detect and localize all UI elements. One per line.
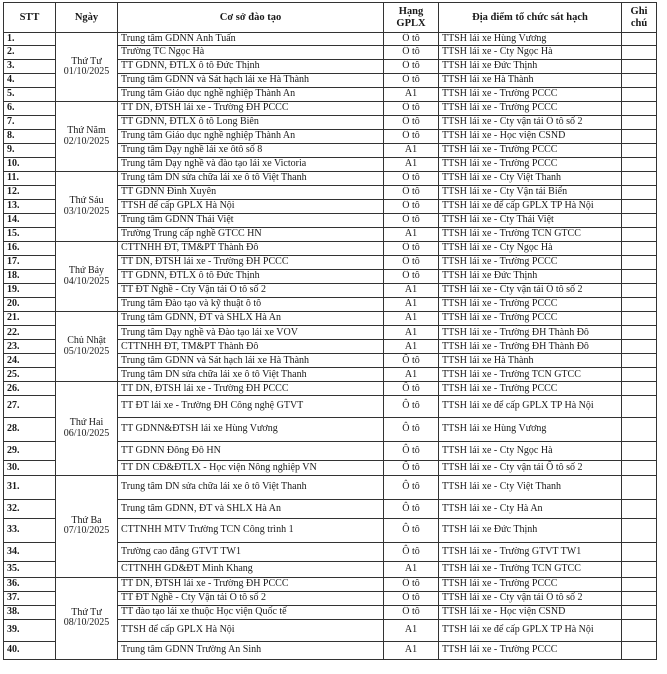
- schedule-table: [3, 2, 657, 660]
- row-dia-diem: TTSH lái xe - Trường PCCC: [439, 87, 622, 101]
- row-hang-gplx: A1: [384, 340, 439, 354]
- day-weekday: Thứ Năm: [67, 125, 106, 137]
- row-dia-diem: TTSH lái xe - Trường PCCC: [439, 312, 622, 326]
- row-co-so: TT GDNN Đông Đô HN: [118, 441, 384, 460]
- row-hang-gplx: Ô tô: [384, 417, 439, 441]
- row-ghi-chu: [622, 577, 657, 591]
- row-hang-gplx: Ô tô: [384, 130, 439, 144]
- row-co-so: TT DN CĐ&ĐTLX - Học viện Nông nghiệp VN: [118, 461, 384, 476]
- row-co-so: TTSH để cấp GPLX Hà Nội: [118, 200, 384, 214]
- row-ghi-chu: [622, 543, 657, 562]
- day-weekday: Chủ Nhật: [67, 335, 106, 347]
- row-co-so: Trung tâm GDNN Thái Việt: [118, 214, 384, 228]
- row-ghi-chu: [622, 59, 657, 73]
- row-ghi-chu: [622, 312, 657, 326]
- row-stt: 30.: [4, 461, 56, 476]
- row-hang-gplx: Ô tô: [384, 441, 439, 460]
- row-ghi-chu: [622, 33, 657, 46]
- row-co-so: TT đào tạo lái xe thuộc Học viện Quốc tế: [118, 605, 384, 619]
- row-hang-gplx: Ô tô: [384, 354, 439, 368]
- row-co-so: CTTNHH ĐT, TM&PT Thành Đô: [118, 340, 384, 354]
- row-stt: 17.: [4, 256, 56, 270]
- row-dia-diem: TTSH lái xe - Trường PCCC: [439, 577, 622, 591]
- row-co-so: Trung tâm Giáo dục nghề nghiệp Thành An: [118, 87, 384, 101]
- day-weekday: Thứ Sáu: [69, 195, 104, 207]
- row-hang-gplx: Ô tô: [384, 172, 439, 186]
- row-ghi-chu: [622, 476, 657, 500]
- row-ghi-chu: [622, 326, 657, 340]
- row-ghi-chu: [622, 130, 657, 144]
- row-ghi-chu: [622, 642, 657, 660]
- row-stt: 15.: [4, 228, 56, 242]
- day-date: 02/10/2025: [63, 135, 110, 147]
- row-dia-diem: TTSH lái xe - Cty Ngọc Hà: [439, 441, 622, 460]
- row-hang-gplx: Ô tô: [384, 270, 439, 284]
- row-hang-gplx: Ô tô: [384, 396, 439, 418]
- row-co-so: TT GDNN Đình Xuyên: [118, 186, 384, 200]
- row-stt: 3.: [4, 59, 56, 73]
- row-stt: 28.: [4, 417, 56, 441]
- row-dia-diem: TTSH lái xe - Trường TCN GTCC: [439, 228, 622, 242]
- row-stt: 39.: [4, 619, 56, 642]
- row-ghi-chu: [622, 158, 657, 172]
- row-stt: 24.: [4, 354, 56, 368]
- header-dia-diem: Địa điểm tổ chức sát hạch: [439, 3, 622, 33]
- row-co-so: Trung tâm GDNN Trường An Sinh: [118, 642, 384, 660]
- row-dia-diem: TTSH lái xe để cấp GPLX TP Hà Nội: [439, 396, 622, 418]
- row-stt: 12.: [4, 186, 56, 200]
- row-stt: 36.: [4, 577, 56, 591]
- row-dia-diem: TTSH lái xe - Trường PCCC: [439, 382, 622, 396]
- row-stt: 35.: [4, 562, 56, 577]
- row-dia-diem: TTSH lái xe để cấp GPLX TP Hà Nội: [439, 200, 622, 214]
- row-dia-diem: TTSH lái xe - Trường PCCC: [439, 298, 622, 312]
- row-co-so: TT GDNN&ĐTSH lái xe Hùng Vương: [118, 417, 384, 441]
- row-stt: 4.: [4, 73, 56, 87]
- row-hang-gplx: Ô tô: [384, 200, 439, 214]
- row-hang-gplx: Ô tô: [384, 591, 439, 605]
- row-stt: 37.: [4, 591, 56, 605]
- row-ghi-chu: [622, 368, 657, 382]
- row-dia-diem: TTSH lái xe Đức Thịnh: [439, 59, 622, 73]
- day-weekday: Thứ Tư: [71, 606, 102, 618]
- table-row: [4, 577, 657, 591]
- row-dia-diem: TTSH lái xe - Trường TCN GTCC: [439, 368, 622, 382]
- row-stt: 21.: [4, 312, 56, 326]
- row-hang-gplx: Ô tô: [384, 242, 439, 256]
- row-stt: 14.: [4, 214, 56, 228]
- row-ghi-chu: [622, 284, 657, 298]
- row-hang-gplx: A1: [384, 562, 439, 577]
- row-dia-diem: TTSH lái xe Đức Thịnh: [439, 270, 622, 284]
- row-hang-gplx: Ô tô: [384, 476, 439, 500]
- row-co-so: Trường TC Ngọc Hà: [118, 45, 384, 59]
- row-co-so: Trường Trung cấp nghề GTCC HN: [118, 228, 384, 242]
- row-ghi-chu: [622, 45, 657, 59]
- row-hang-gplx: Ô tô: [384, 577, 439, 591]
- row-co-so: TT DN, ĐTSH lái xe - Trường ĐH PCCC: [118, 102, 384, 116]
- row-hang-gplx: Ô tô: [384, 33, 439, 46]
- row-dia-diem: TTSH lái xe - Trường PCCC: [439, 102, 622, 116]
- row-ghi-chu: [622, 270, 657, 284]
- day-cell: [56, 312, 118, 382]
- day-cell: [56, 242, 118, 312]
- day-cell: [56, 382, 118, 476]
- table-row: [4, 476, 657, 500]
- row-hang-gplx: Ô tô: [384, 461, 439, 476]
- day-date: 06/10/2025: [63, 427, 110, 439]
- row-co-so: CTTNHH GD&ĐT Minh Khang: [118, 562, 384, 577]
- row-co-so: Trung tâm GDNN, ĐT và SHLX Hà An: [118, 499, 384, 518]
- row-hang-gplx: Ô tô: [384, 45, 439, 59]
- row-co-so: TT ĐT Nghề - Cty Vận tải Ô tô số 2: [118, 284, 384, 298]
- day-date: 05/10/2025: [63, 345, 110, 357]
- row-ghi-chu: [622, 73, 657, 87]
- day-cell: [56, 476, 118, 577]
- row-stt: 19.: [4, 284, 56, 298]
- row-co-so: Trung tâm DN sửa chữa lái xe ô tô Việt Thanh: [118, 476, 384, 500]
- row-stt: 10.: [4, 158, 56, 172]
- row-ghi-chu: [622, 354, 657, 368]
- row-dia-diem: TTSH lái xe Hà Thành: [439, 73, 622, 87]
- row-stt: 33.: [4, 519, 56, 543]
- row-stt: 22.: [4, 326, 56, 340]
- day-cell: [56, 577, 118, 659]
- row-dia-diem: TTSH lái xe - Cty vận tải Ô tô số 2: [439, 284, 622, 298]
- row-dia-diem: TTSH lái xe - Trường PCCC: [439, 158, 622, 172]
- table-row: [4, 172, 657, 186]
- table-header: [4, 3, 657, 33]
- row-co-so: TT DN, ĐTSH lái xe - Trường ĐH PCCC: [118, 382, 384, 396]
- row-hang-gplx: Ô tô: [384, 256, 439, 270]
- row-hang-gplx: A1: [384, 312, 439, 326]
- row-stt: 13.: [4, 200, 56, 214]
- row-stt: 29.: [4, 441, 56, 460]
- row-hang-gplx: Ô tô: [384, 116, 439, 130]
- row-ghi-chu: [622, 499, 657, 518]
- row-hang-gplx: Ô tô: [384, 186, 439, 200]
- row-dia-diem: TTSH lái xe Hùng Vương: [439, 33, 622, 46]
- row-hang-gplx: A1: [384, 87, 439, 101]
- row-ghi-chu: [622, 256, 657, 270]
- row-hang-gplx: A1: [384, 619, 439, 642]
- row-stt: 34.: [4, 543, 56, 562]
- header-co-so: Cơ sở đào tạo: [118, 3, 384, 33]
- row-dia-diem: TTSH lái xe - Học viện CSND: [439, 605, 622, 619]
- row-co-so: Trung tâm DN sửa chữa lái xe ô tô Việt Thanh: [118, 368, 384, 382]
- row-ghi-chu: [622, 340, 657, 354]
- row-ghi-chu: [622, 116, 657, 130]
- row-stt: 2.: [4, 45, 56, 59]
- row-dia-diem: TTSH lái xe - Cty vận tải Ô tô số 2: [439, 461, 622, 476]
- table-body: [4, 33, 657, 660]
- row-dia-diem: TTSH lái xe - Cty Ngọc Hà: [439, 45, 622, 59]
- row-dia-diem: TTSH lái xe - Cty Vận tải Biển: [439, 186, 622, 200]
- row-stt: 27.: [4, 396, 56, 418]
- row-co-so: Trung tâm Dạy nghề và Đào tạo lái xe VOV: [118, 326, 384, 340]
- row-hang-gplx: Ô tô: [384, 543, 439, 562]
- row-stt: 6.: [4, 102, 56, 116]
- row-hang-gplx: A1: [384, 144, 439, 158]
- row-ghi-chu: [622, 228, 657, 242]
- row-stt: 18.: [4, 270, 56, 284]
- row-ghi-chu: [622, 144, 657, 158]
- row-hang-gplx: Ô tô: [384, 59, 439, 73]
- row-dia-diem: TTSH lái xe - Cty Việt Thanh: [439, 476, 622, 500]
- row-dia-diem: TTSH lái xe - Trường ĐH Thành Đô: [439, 340, 622, 354]
- row-stt: 5.: [4, 87, 56, 101]
- day-weekday: Thứ Hai: [69, 417, 104, 429]
- row-co-so: TT GDNN, ĐTLX ô tô Long Biên: [118, 116, 384, 130]
- row-co-so: Trung tâm Dạy nghề lái xe ôtô số 8: [118, 144, 384, 158]
- row-stt: 8.: [4, 130, 56, 144]
- row-co-so: TT DN, ĐTSH lái xe - Trường ĐH PCCC: [118, 256, 384, 270]
- row-ghi-chu: [622, 200, 657, 214]
- row-dia-diem: TTSH lái xe - Trường TCN GTCC: [439, 562, 622, 577]
- row-stt: 26.: [4, 382, 56, 396]
- row-dia-diem: TTSH lái xe - Trường PCCC: [439, 144, 622, 158]
- row-stt: 20.: [4, 298, 56, 312]
- row-co-so: TT GDNN, ĐTLX ô tô Đức Thịnh: [118, 270, 384, 284]
- row-stt: 9.: [4, 144, 56, 158]
- row-co-so: TT ĐT Nghề - Cty Vận tải Ô tô số 2: [118, 591, 384, 605]
- row-ghi-chu: [622, 461, 657, 476]
- row-hang-gplx: A1: [384, 298, 439, 312]
- row-dia-diem: TTSH lái xe để cấp GPLX TP Hà Nội: [439, 619, 622, 642]
- row-co-so: Trung tâm Dạy nghề và đào tạo lái xe Victoria: [118, 158, 384, 172]
- day-weekday: Thứ Bảy: [68, 265, 105, 277]
- row-ghi-chu: [622, 619, 657, 642]
- row-stt: 16.: [4, 242, 56, 256]
- row-hang-gplx: Ô tô: [384, 519, 439, 543]
- table-row: [4, 382, 657, 396]
- row-co-so: Trường cao đẳng GTVT TW1: [118, 543, 384, 562]
- table-row: [4, 33, 657, 46]
- row-dia-diem: TTSH lái xe Hà Thành: [439, 354, 622, 368]
- day-date: 03/10/2025: [63, 205, 110, 217]
- row-hang-gplx: Ô tô: [384, 214, 439, 228]
- row-co-so: Trung tâm GDNN và Sát hạch lái xe Hà Thành: [118, 73, 384, 87]
- row-stt: 32.: [4, 499, 56, 518]
- row-ghi-chu: [622, 102, 657, 116]
- row-ghi-chu: [622, 396, 657, 418]
- day-date: 01/10/2025: [63, 66, 110, 77]
- row-co-so: Trung tâm Giáo dục nghề nghiệp Thành An: [118, 130, 384, 144]
- row-dia-diem: TTSH lái xe - Trường PCCC: [439, 256, 622, 270]
- row-dia-diem: TTSH lái xe - Trường ĐH Thành Đô: [439, 326, 622, 340]
- row-hang-gplx: A1: [384, 284, 439, 298]
- row-dia-diem: TTSH lái xe - Cty Việt Thanh: [439, 172, 622, 186]
- row-ghi-chu: [622, 591, 657, 605]
- day-weekday: Thứ Ba: [71, 514, 102, 526]
- row-dia-diem: TTSH lái xe Đức Thịnh: [439, 519, 622, 543]
- row-hang-gplx: Ô tô: [384, 605, 439, 619]
- row-stt: 23.: [4, 340, 56, 354]
- day-cell: [56, 102, 118, 172]
- row-dia-diem: TTSH lái xe - Cty vận tải Ô tô số 2: [439, 591, 622, 605]
- row-stt: 11.: [4, 172, 56, 186]
- row-hang-gplx: A1: [384, 326, 439, 340]
- row-dia-diem: TTSH lái xe - Học viện CSND: [439, 130, 622, 144]
- row-ghi-chu: [622, 242, 657, 256]
- row-stt: 7.: [4, 116, 56, 130]
- row-co-so: CTTNHH ĐT, TM&PT Thành Đô: [118, 242, 384, 256]
- row-ghi-chu: [622, 87, 657, 101]
- row-ghi-chu: [622, 605, 657, 619]
- row-dia-diem: TTSH lái xe - Cty Thái Việt: [439, 214, 622, 228]
- row-co-so: Trung tâm GDNN và Sát hạch lái xe Hà Thành: [118, 354, 384, 368]
- row-ghi-chu: [622, 562, 657, 577]
- table-row: [4, 242, 657, 256]
- row-co-so: Trung tâm GDNN Anh Tuấn: [118, 33, 384, 46]
- row-hang-gplx: Ô tô: [384, 499, 439, 518]
- row-co-so: TT ĐT lái xe - Trường ĐH Công nghệ GTVT: [118, 396, 384, 418]
- row-dia-diem: TTSH lái xe - Cty Ngọc Hà: [439, 242, 622, 256]
- day-weekday: Thứ Tư: [71, 55, 102, 67]
- row-ghi-chu: [622, 172, 657, 186]
- header-stt: STT: [4, 3, 56, 33]
- row-stt: 1.: [4, 33, 56, 46]
- row-stt: 40.: [4, 642, 56, 660]
- row-co-so: CTTNHH MTV Trường TCN Công trình 1: [118, 519, 384, 543]
- row-ghi-chu: [622, 298, 657, 312]
- row-co-so: TTSH để cấp GPLX Hà Nội: [118, 619, 384, 642]
- row-hang-gplx: A1: [384, 642, 439, 660]
- row-co-so: Trung tâm DN sửa chữa lái xe ô tô Việt Thanh: [118, 172, 384, 186]
- row-hang-gplx: A1: [384, 158, 439, 172]
- row-dia-diem: TTSH lái xe - Trường PCCC: [439, 642, 622, 660]
- row-stt: 25.: [4, 368, 56, 382]
- day-date: 08/10/2025: [63, 617, 110, 629]
- header-ngay: Ngày: [56, 3, 118, 33]
- table-row: [4, 312, 657, 326]
- row-ghi-chu: [622, 519, 657, 543]
- row-co-so: TT DN, ĐTSH lái xe - Trường ĐH PCCC: [118, 577, 384, 591]
- row-hang-gplx: Ô tô: [384, 382, 439, 396]
- header-hang-gplx: Hạng GPLX: [384, 3, 439, 33]
- row-ghi-chu: [622, 214, 657, 228]
- row-dia-diem: TTSH lái xe Hùng Vương: [439, 417, 622, 441]
- row-ghi-chu: [622, 417, 657, 441]
- row-hang-gplx: Ô tô: [384, 73, 439, 87]
- row-stt: 31.: [4, 476, 56, 500]
- row-hang-gplx: Ô tô: [384, 102, 439, 116]
- row-ghi-chu: [622, 382, 657, 396]
- day-date: 07/10/2025: [63, 525, 110, 537]
- day-cell: [56, 172, 118, 242]
- row-co-so: Trung tâm Đào tạo và kỹ thuật ô tô: [118, 298, 384, 312]
- row-ghi-chu: [622, 186, 657, 200]
- row-stt: 38.: [4, 605, 56, 619]
- table-row: [4, 102, 657, 116]
- row-ghi-chu: [622, 441, 657, 460]
- row-dia-diem: TTSH lái xe - Cty vận tải Ô tô số 2: [439, 116, 622, 130]
- row-dia-diem: TTSH lái xe - Cty Hà An: [439, 499, 622, 518]
- row-dia-diem: TTSH lái xe - Trường GTVT TW1: [439, 543, 622, 562]
- row-co-so: TT GDNN, ĐTLX ô tô Đức Thịnh: [118, 59, 384, 73]
- day-cell: [56, 33, 118, 102]
- row-hang-gplx: A1: [384, 368, 439, 382]
- row-hang-gplx: A1: [384, 228, 439, 242]
- row-co-so: Trung tâm GDNN, ĐT và SHLX Hà An: [118, 312, 384, 326]
- day-date: 04/10/2025: [63, 275, 110, 287]
- header-ghi-chu: Ghi chú: [622, 3, 657, 33]
